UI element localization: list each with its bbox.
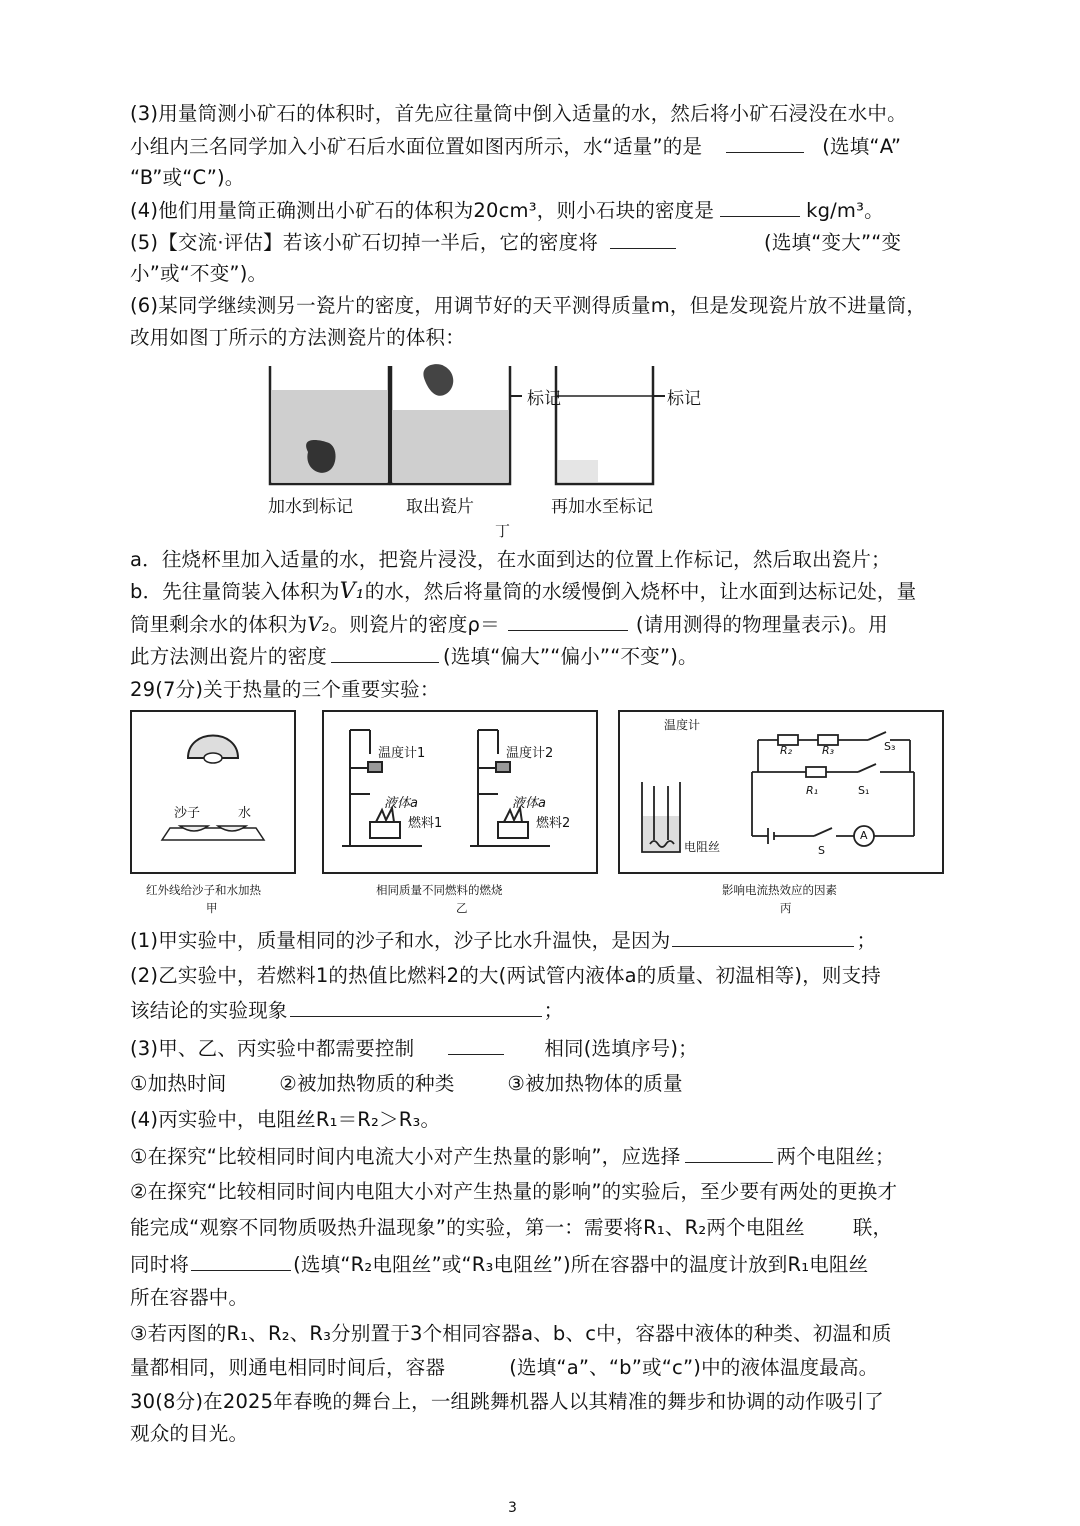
q29-sub4-2-line3: 同时将 (选填“R₂电阻丝”或“R₃电阻丝”)所在容器中的温度计放到R₁电阻丝 <box>130 1250 950 1279</box>
mark-label-1: 标记 <box>527 389 561 409</box>
circuit <box>642 732 914 852</box>
q28-step-a: a．往烧杯里加入适量的水，把瓷片浸没，在水面到达的位置上作标记，然后取出瓷片； <box>130 548 891 571</box>
q29-options <box>130 1070 950 1098</box>
porcelain-piece-2 <box>423 364 453 396</box>
thermometer-1-label: 温度计1 <box>378 746 426 761</box>
resistance-wire-label: 电阻丝 <box>684 840 721 854</box>
liquid-2-label: 液体a <box>512 796 546 811</box>
water-dish <box>218 826 246 831</box>
beaker2-water <box>393 410 508 482</box>
q29-sub1: (1)甲实验中，质量相同的沙子和水，沙子比水升温快，是因为 ； <box>130 926 950 955</box>
s3-label: S₃ <box>884 740 896 753</box>
fig-yi-label: 乙 <box>456 901 468 915</box>
q29-sub4-3-line2: 量都相同，则通电相同时间后，容器 (选填“a”、“b”或“c”)中的液体温度最高。 <box>130 1356 879 1379</box>
q28-part3-line1: (3)用量筒测小矿石的体积时，首先应往量筒中倒入适量的水，然后将小矿石浸没在水中。 <box>130 102 907 125</box>
fig-jia-drawing <box>130 710 296 874</box>
q28-part3-line3: “B”或“C”)。 <box>130 166 245 189</box>
fig-bing-drawing <box>618 710 944 874</box>
q29-sub4-2-line1: ②在探究“比较相同时间内电阻大小对产生热量的影响”的实验后，至少要有两处的更换才 <box>130 1180 898 1203</box>
caption-refill: 再加水至标记 <box>551 497 653 517</box>
thermometer-label: 温度计 <box>664 718 701 732</box>
q29-sub3: (3)甲、乙、丙实验中都需要控制 相同(选填序号)； <box>130 1034 950 1063</box>
q28-part6-line2: 改用如图丁所示的方法测瓷片的体积： <box>130 326 465 349</box>
lamp-bulb <box>204 753 222 763</box>
sand-dish <box>180 826 208 831</box>
r3-label: R₃ <box>822 744 835 757</box>
r2-label: R₂ <box>780 744 793 757</box>
fuel-1-label: 燃料1 <box>408 816 443 831</box>
fig-yi-caption: 相同质量不同燃料的燃烧 <box>376 883 503 897</box>
q30-line2: 观众的目光。 <box>130 1422 249 1445</box>
caption-add-water: 加水到标记 <box>268 497 353 517</box>
q29-sub4-2-line2: 能完成“观察不同物质吸热升温现象”的实验，第一：需要将R₁、R₂两个电阻丝 联， <box>130 1216 893 1239</box>
q29-title: 29(7分)关于热量的三个重要实验： <box>130 678 440 701</box>
option-1: ①加热时间 <box>130 1072 227 1095</box>
beaker3-water <box>558 460 598 482</box>
option-3: ③被加热物体的质量 <box>507 1072 683 1095</box>
mark-label-2: 标记 <box>667 389 701 409</box>
q29-sub4-3-line1: ③若丙图的R₁、R₂、R₃分别置于3个相同容器a、b、c中，容器中液体的种类、初温和质 <box>130 1322 892 1345</box>
option-2: ②被加热物质的种类 <box>279 1072 455 1095</box>
q28-step-b-line2: 筒里剩余水的体积为V₂。则瓷片的密度ρ＝ (请用测得的物理量表示)。用 <box>130 610 950 639</box>
q28-step-b-line3: 此方法测出瓷片的密度 (选填“偏大”“偏小”“不变”)。 <box>130 642 950 671</box>
q28-part4: (4)他们用量筒正确测出小矿石的体积为20cm³，则小石块的密度是 kg/m³。 <box>130 196 950 225</box>
q28-part5-line2: 小”或“不变”)。 <box>130 262 268 285</box>
q29-sub4-1: ①在探究“比较相同时间内电流大小对产生热量的影响”，应选择 两个电阻丝； <box>130 1142 950 1171</box>
q28-part5-line1: (5)【交流·评估】若该小矿石切掉一半后，它的密度将 (选填“变大”“变 <box>130 228 950 257</box>
q28-part3-line2: 小组内三名同学加入小矿石后水面位置如图丙所示，水“适量”的是 (选填“A” <box>130 132 950 161</box>
q30-line1: 30(8分)在2025年春晚的舞台上，一组跳舞机器人以其精准的舞步和协调的动作吸引了 <box>130 1390 884 1413</box>
tray <box>162 828 264 840</box>
r1-label: R₁ <box>806 784 819 797</box>
thermometer-2-label: 温度计2 <box>506 746 554 761</box>
water-label: 水 <box>238 806 252 821</box>
sand-label: 沙子 <box>174 806 201 821</box>
page-number: 3 <box>508 1500 517 1516</box>
q28-step-b-line1: b．先往量筒装入体积为V₁的水，然后将量筒的水缓慢倒入烧杯中，让水面到达标记处，量 <box>130 579 917 604</box>
fuel-2-label: 燃料2 <box>536 816 571 831</box>
figure-ding-label: 丁 <box>495 522 511 540</box>
fig-bing-caption: 影响电流热效应的因素 <box>722 883 837 897</box>
liquid-1-label: 液体a <box>384 796 418 811</box>
q29-sub2-line1: (2)乙实验中，若燃料1的热值比燃料2的大(两试管内液体a的质量、初温相等)，则支持 <box>130 964 882 987</box>
q28-part6-line1: (6)某同学继续测另一瓷片的密度，用调节好的天平测得质量m，但是发现瓷片放不进量筒， <box>130 294 927 317</box>
q29-sub4-2-line4: 所在容器中。 <box>130 1286 249 1309</box>
caption-remove-piece: 取出瓷片 <box>406 497 474 517</box>
figure-ding <box>260 360 720 490</box>
s1-label: S₁ <box>858 784 870 797</box>
fig-bing-label: 丙 <box>780 901 792 915</box>
q29-sub2-line2: 该结论的实验现象 ； <box>130 996 950 1025</box>
fig-yi-drawing <box>322 710 598 874</box>
ammeter-label: A <box>860 829 868 842</box>
fig-jia-caption: 红外线给沙子和水加热 <box>146 883 261 897</box>
fig-jia-label: 甲 <box>206 901 218 915</box>
s-label: S <box>818 844 825 857</box>
q29-sub4: (4)丙实验中，电阻丝R₁＝R₂＞R₃。 <box>130 1108 441 1131</box>
